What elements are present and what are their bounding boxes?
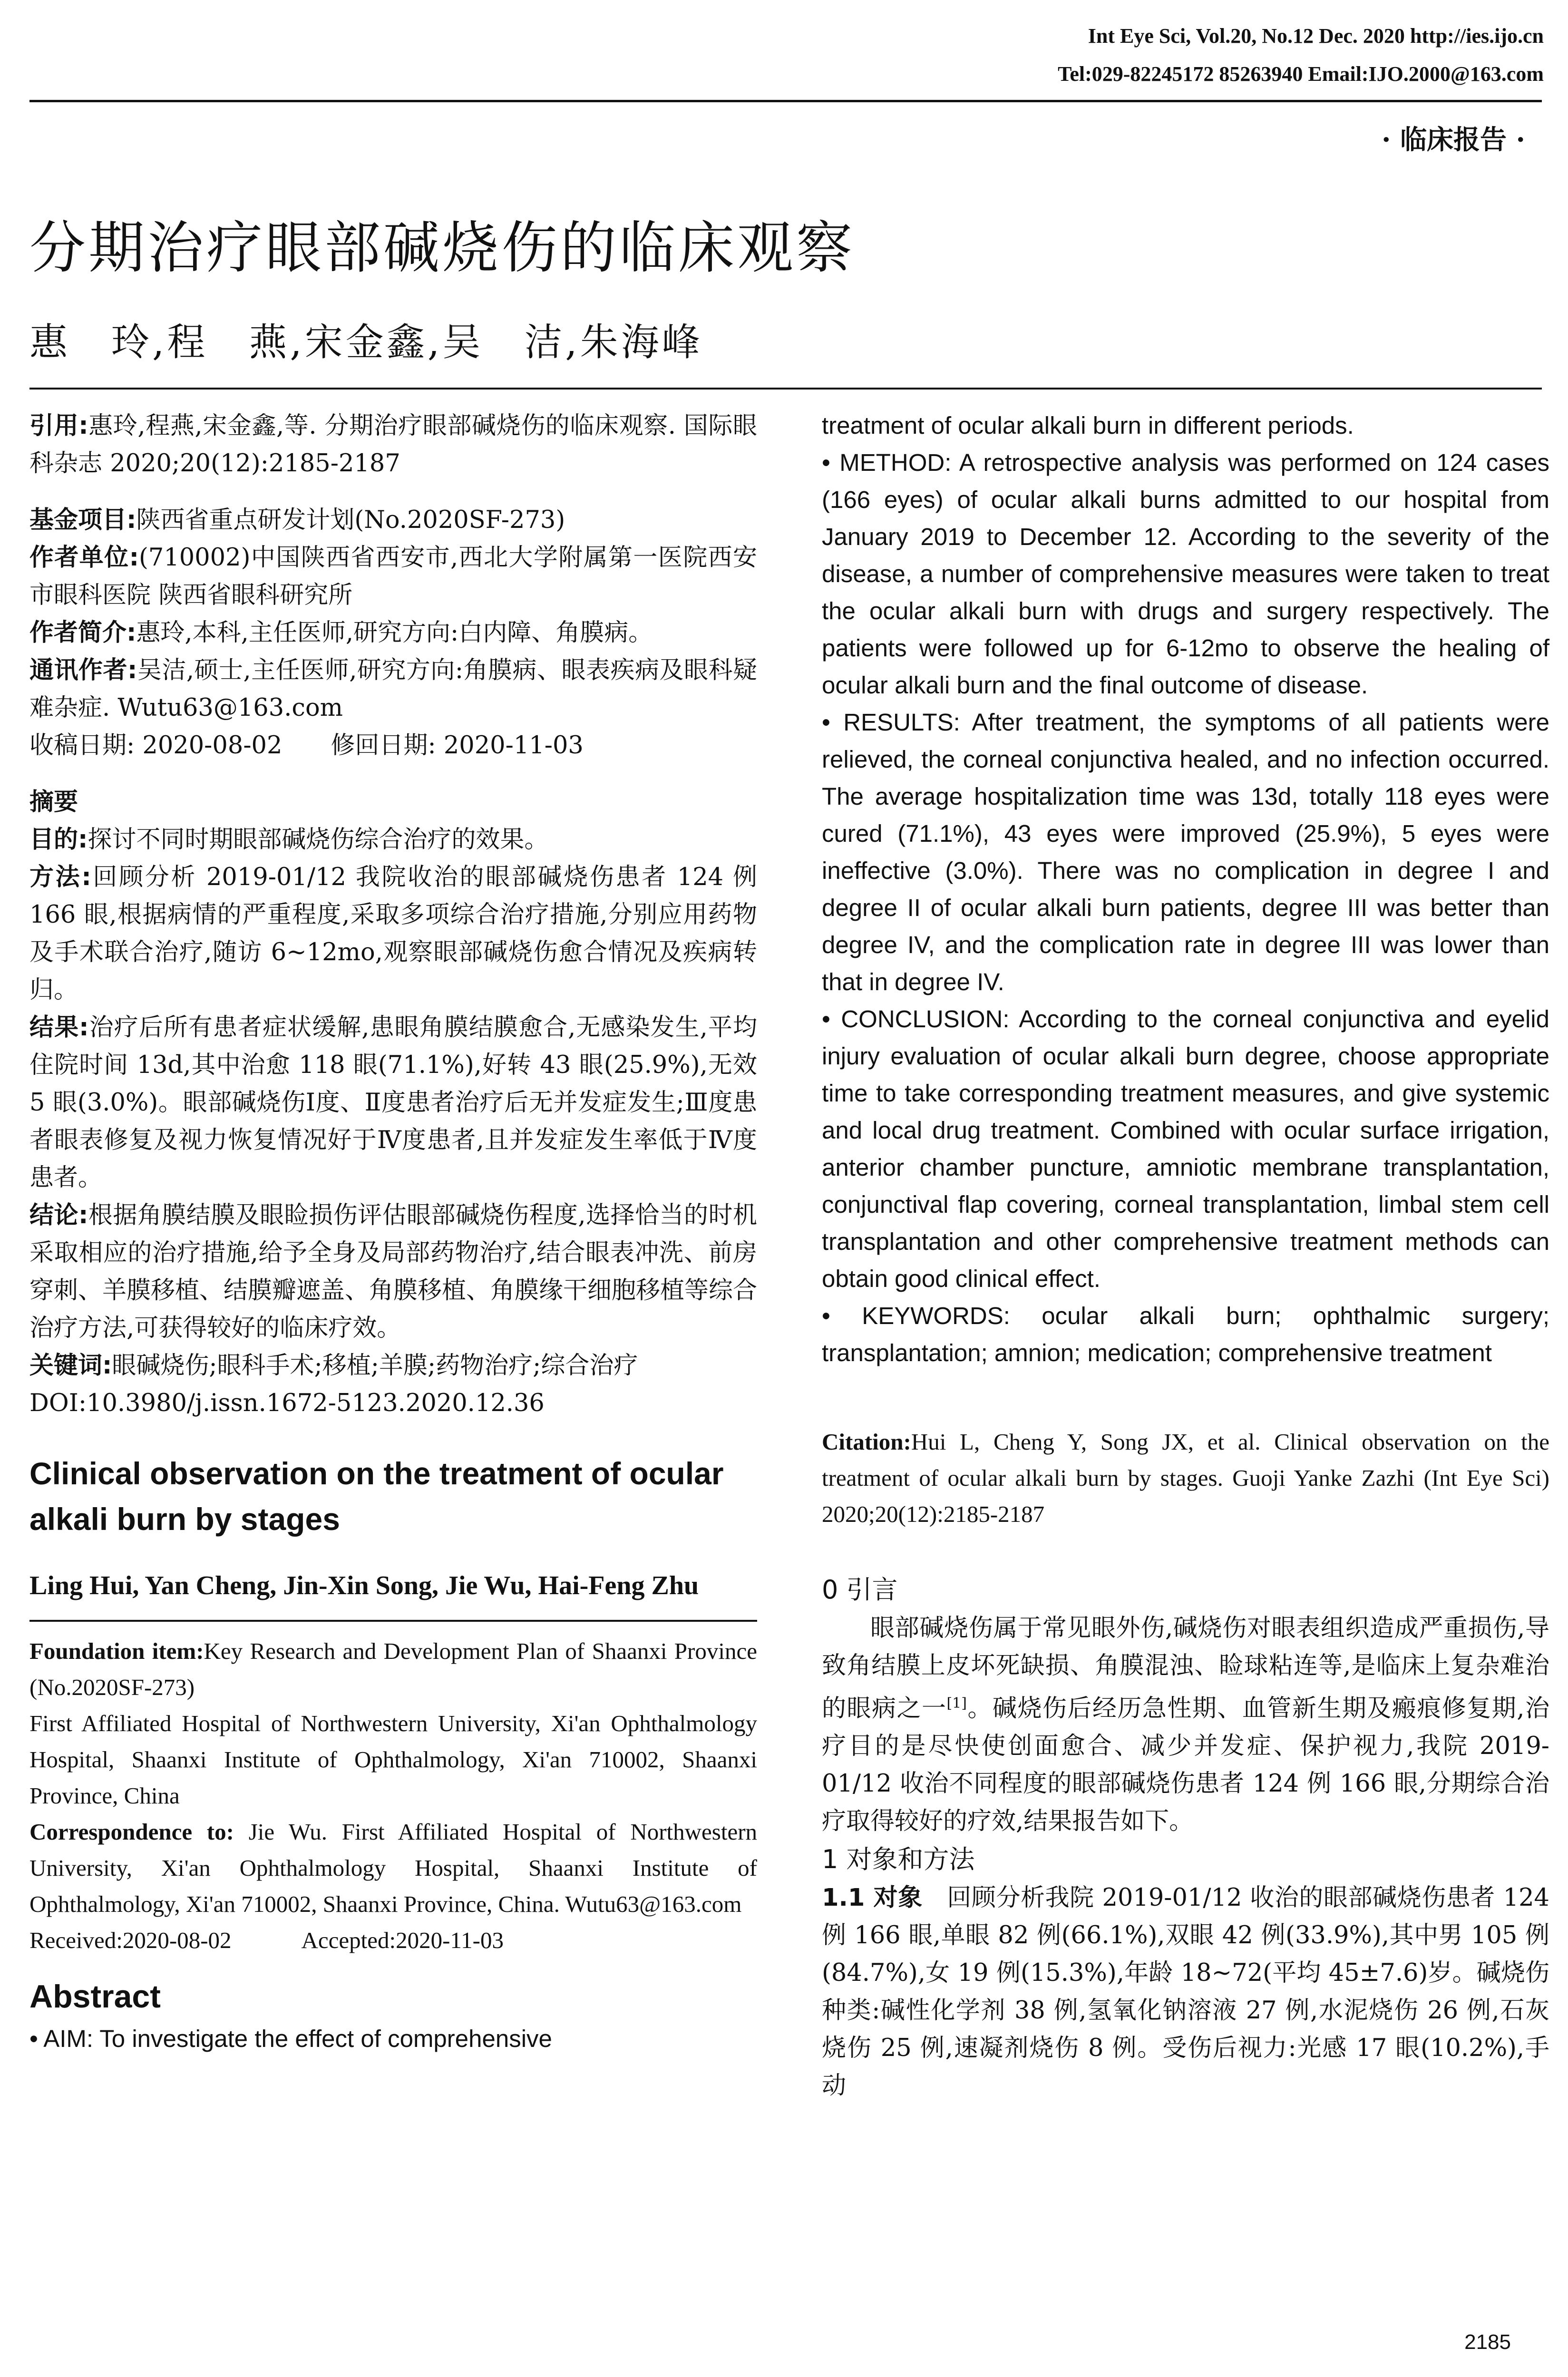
keywords-cn: 关键词:眼碱烧伤;眼科手术;移植;羊膜;药物治疗;综合治疗 bbox=[29, 1352, 638, 1380]
authors-cn: 惠 玲,程 燕,宋金鑫,吴 洁,朱海峰 bbox=[29, 320, 703, 364]
intro-paragraph: 眼部碱烧伤属于常见眼外伤,碱烧伤对眼表组织造成严重损伤,导致角结膜上皮坏死缺损、角膜混浊、睑球粘连等,是临床上复杂难治的眼病之一[1]。碱烧伤后经历急性期、血管新生期及瘢痕修复期,治疗目的是尽快使创面愈合、减少并发症、保护视力,我院 2019-01/12 收治不同程度的眼部碱烧伤患者 124 例 166 眼,分期综合治疗取得较好的疗效,结果报告如下。 bbox=[822, 1614, 1549, 1835]
correspondence-en: Correspondence to: Jie Wu. First Affiliated Hospital of Northwestern University, Xi'an Ophthalmology Hospital, Shaanxi Institute of Ophthalmology, Xi'an 710002, Shaanxi Province, China. Wutu63@163.com bbox=[29, 1819, 758, 1917]
doi: DOI:10.3980/j.issn.1672-5123.2020.12.36 bbox=[29, 1389, 545, 1417]
section11-paragraph: 1.1 对象 回顾分析我院 2019-01/12 收治的眼部碱烧伤患者 124 例 166 眼,单眼 82 例(66.1%),双眼 42 例(33.9%),其中男 105 例(84.7%),女 19 例(15.3%),年龄 18~72(平均 45±7.6)岁。碱烧伤种类:碱性化学剂 38 例,氢氧化钠溶液 27 例,水泥烧伤 26 例,石灰烧伤 25 例,速凝剂烧伤 8 例。受伤后视力:光感 17 眼(10.2%),手动 bbox=[822, 1884, 1549, 2100]
header-journal-line: Int Eye Sci, Vol.20, No.12 Dec. 2020 http://ies.ijo.cn bbox=[1088, 24, 1544, 48]
conclusion-cn: 结论:根据角膜结膜及眼睑损伤评估眼部碱烧伤程度,选择恰当的时机采取相应的治疗措施,给予全身及局部药物治疗,结合眼表冲洗、前房穿刺、羊膜移植、结膜瓣遮盖、角膜移植、角膜缘干细胞移植等综合治疗方法,可获得较好的临床疗效。 bbox=[29, 1201, 758, 1342]
bio-cn: 作者简介:惠玲,本科,主任医师,研究方向:白内障、角膜病。 bbox=[29, 619, 653, 647]
corr-cn: 通讯作者:吴洁,硕士,主任医师,研究方向:角膜病、眼表疾病及眼科疑难杂症. Wutu63@163.com bbox=[29, 656, 757, 722]
header-rule bbox=[29, 100, 1542, 102]
method-cn: 方法:回顾分析 2019-01/12 我院收治的眼部碱烧伤患者 124 例 166 眼,根据病情的严重程度,采取多项综合治疗措施,分别应用药物及手术联合治疗,随访 6~12mo,观察眼部碱烧伤愈合情况及疾病转归。 bbox=[29, 863, 757, 1004]
section1-heading: 1 对象和方法 bbox=[822, 1844, 975, 1874]
method-en: • METHOD: A retrospective analysis was performed on 124 cases (166 eyes) of ocular alkali burns admitted to our hospital from January 2019 to December 12. According to the severity of the disease, a number of comprehensive measures were taken to treat the ocular alkali burn with drugs and surgery respectively. The patients were followed up for 6-12mo to observe the healing of ocular alkali burn and the final outcome of disease. bbox=[822, 444, 1549, 704]
aim-en-cont: treatment of ocular alkali burn in different periods. bbox=[822, 412, 1354, 439]
citation-cn: 引用:惠玲,程燕,宋金鑫,等. 分期治疗眼部碱烧伤的临床观察. 国际眼科杂志 2020;20(12):2185-2187 bbox=[29, 412, 757, 477]
results-en: • RESULTS: After treatment, the symptoms of all patients were relieved, the corneal conjunctiva healed, and no infection occurred. The average hospitalization time was 13d, totally 118 eyes were cured (71.1%), 43 eyes were improved (25.9%), 5 eyes were ineffective (3.0%). There was no complication in degree I and degree II of ocular alkali burn patients, degree III was better than degree IV, and the complication rate in degree III was lower than that in degree IV. bbox=[822, 704, 1549, 1001]
article-title-cn: 分期治疗眼部碱烧伤的临床观察 bbox=[29, 215, 856, 281]
dates-en: Received:2020-08-02 Accepted:2020-11-03 bbox=[29, 1927, 504, 1953]
header-contact-line: Tel:029-82245172 85263940 Email:IJO.2000@163.com bbox=[1058, 62, 1544, 86]
aim-en: • AIM: To investigate the effect of comprehensive bbox=[29, 2020, 757, 2057]
section-tag: · 临床报告 · bbox=[1382, 124, 1525, 156]
fund-cn: 基金项目:陕西省重点研发计划(No.2020SF-273) bbox=[29, 506, 565, 534]
unit-cn: 作者单位:(710002)中国陕西省西安市,西北大学附属第一医院西安市眼科医院 陕西省眼科研究所 bbox=[29, 544, 757, 609]
foundation-en: Foundation item:Key Research and Development Plan of Shaanxi Province (No.2020SF-273) bbox=[29, 1638, 757, 1700]
result-cn: 结果:治疗后所有患者症状缓解,患眼角膜结膜愈合,无感染发生,平均住院时间 13d,其中治愈 118 眼(71.1%),好转 43 眼(25.9%),无效 5 眼(3.0%)。眼部碱烧伤Ⅰ度、Ⅱ度患者治疗后无并发症发生;Ⅲ度患者眼表修复及视力恢复情况好于Ⅳ度患者,且并发症发生率低于Ⅳ度患者。 bbox=[29, 1013, 757, 1192]
page-number: 2185 bbox=[1464, 2330, 1511, 2354]
right-column bbox=[822, 407, 1549, 2104]
keywords-en: • KEYWORDS: ocular alkali burn; ophthalmic surgery; transplantation; amnion; medication; comprehensive treatment bbox=[822, 1297, 1549, 1372]
dates-cn: 收稿日期: 2020-08-02 修回日期: 2020-11-03 bbox=[29, 731, 584, 760]
abstract-heading-en: Abstract bbox=[29, 1978, 161, 2015]
title-rule bbox=[29, 388, 1542, 390]
article-title-en: Clinical observation on the treatment of ocular alkali burn by stages bbox=[29, 1456, 724, 1537]
aim-cn: 目的:探讨不同时期眼部碱烧伤综合治疗的效果。 bbox=[29, 826, 549, 854]
left-column bbox=[29, 407, 757, 2057]
abstract-heading-cn: 摘要 bbox=[29, 788, 78, 816]
affiliation-en: First Affiliated Hospital of Northwestern University, Xi'an Ophthalmology Hospital, Shaanxi Institute of Ophthalmology, Xi'an 710002, Shaanxi Province, China bbox=[29, 1710, 757, 1809]
authors-en: Ling Hui, Yan Cheng, Jin-Xin Song, Jie Wu, Hai-Feng Zhu bbox=[29, 1571, 699, 1600]
conclusion-en: • CONCLUSION: According to the corneal conjunctiva and eyelid injury evaluation of ocular alkali burn degree, choose appropriate time to take corresponding treatment measures, and give systemic and local drug treatment. Combined with ocular surface irrigation, anterior chamber puncture, amniotic membrane transplantation, conjunctival flap covering, corneal transplantation, limbal stem cell transplantation and other comprehensive treatment methods can obtain good clinical effect. bbox=[822, 1001, 1549, 1297]
citation-en: Citation:Hui L, Cheng Y, Song JX, et al. Clinical observation on the treatment of ocular alkali burn by stages. Guoji Yanke Zazhi (Int Eye Sci) 2020;20(12):2185-2187 bbox=[822, 1429, 1549, 1527]
authors-rule bbox=[29, 1620, 757, 1622]
intro-heading: 0 引言 bbox=[822, 1575, 898, 1605]
